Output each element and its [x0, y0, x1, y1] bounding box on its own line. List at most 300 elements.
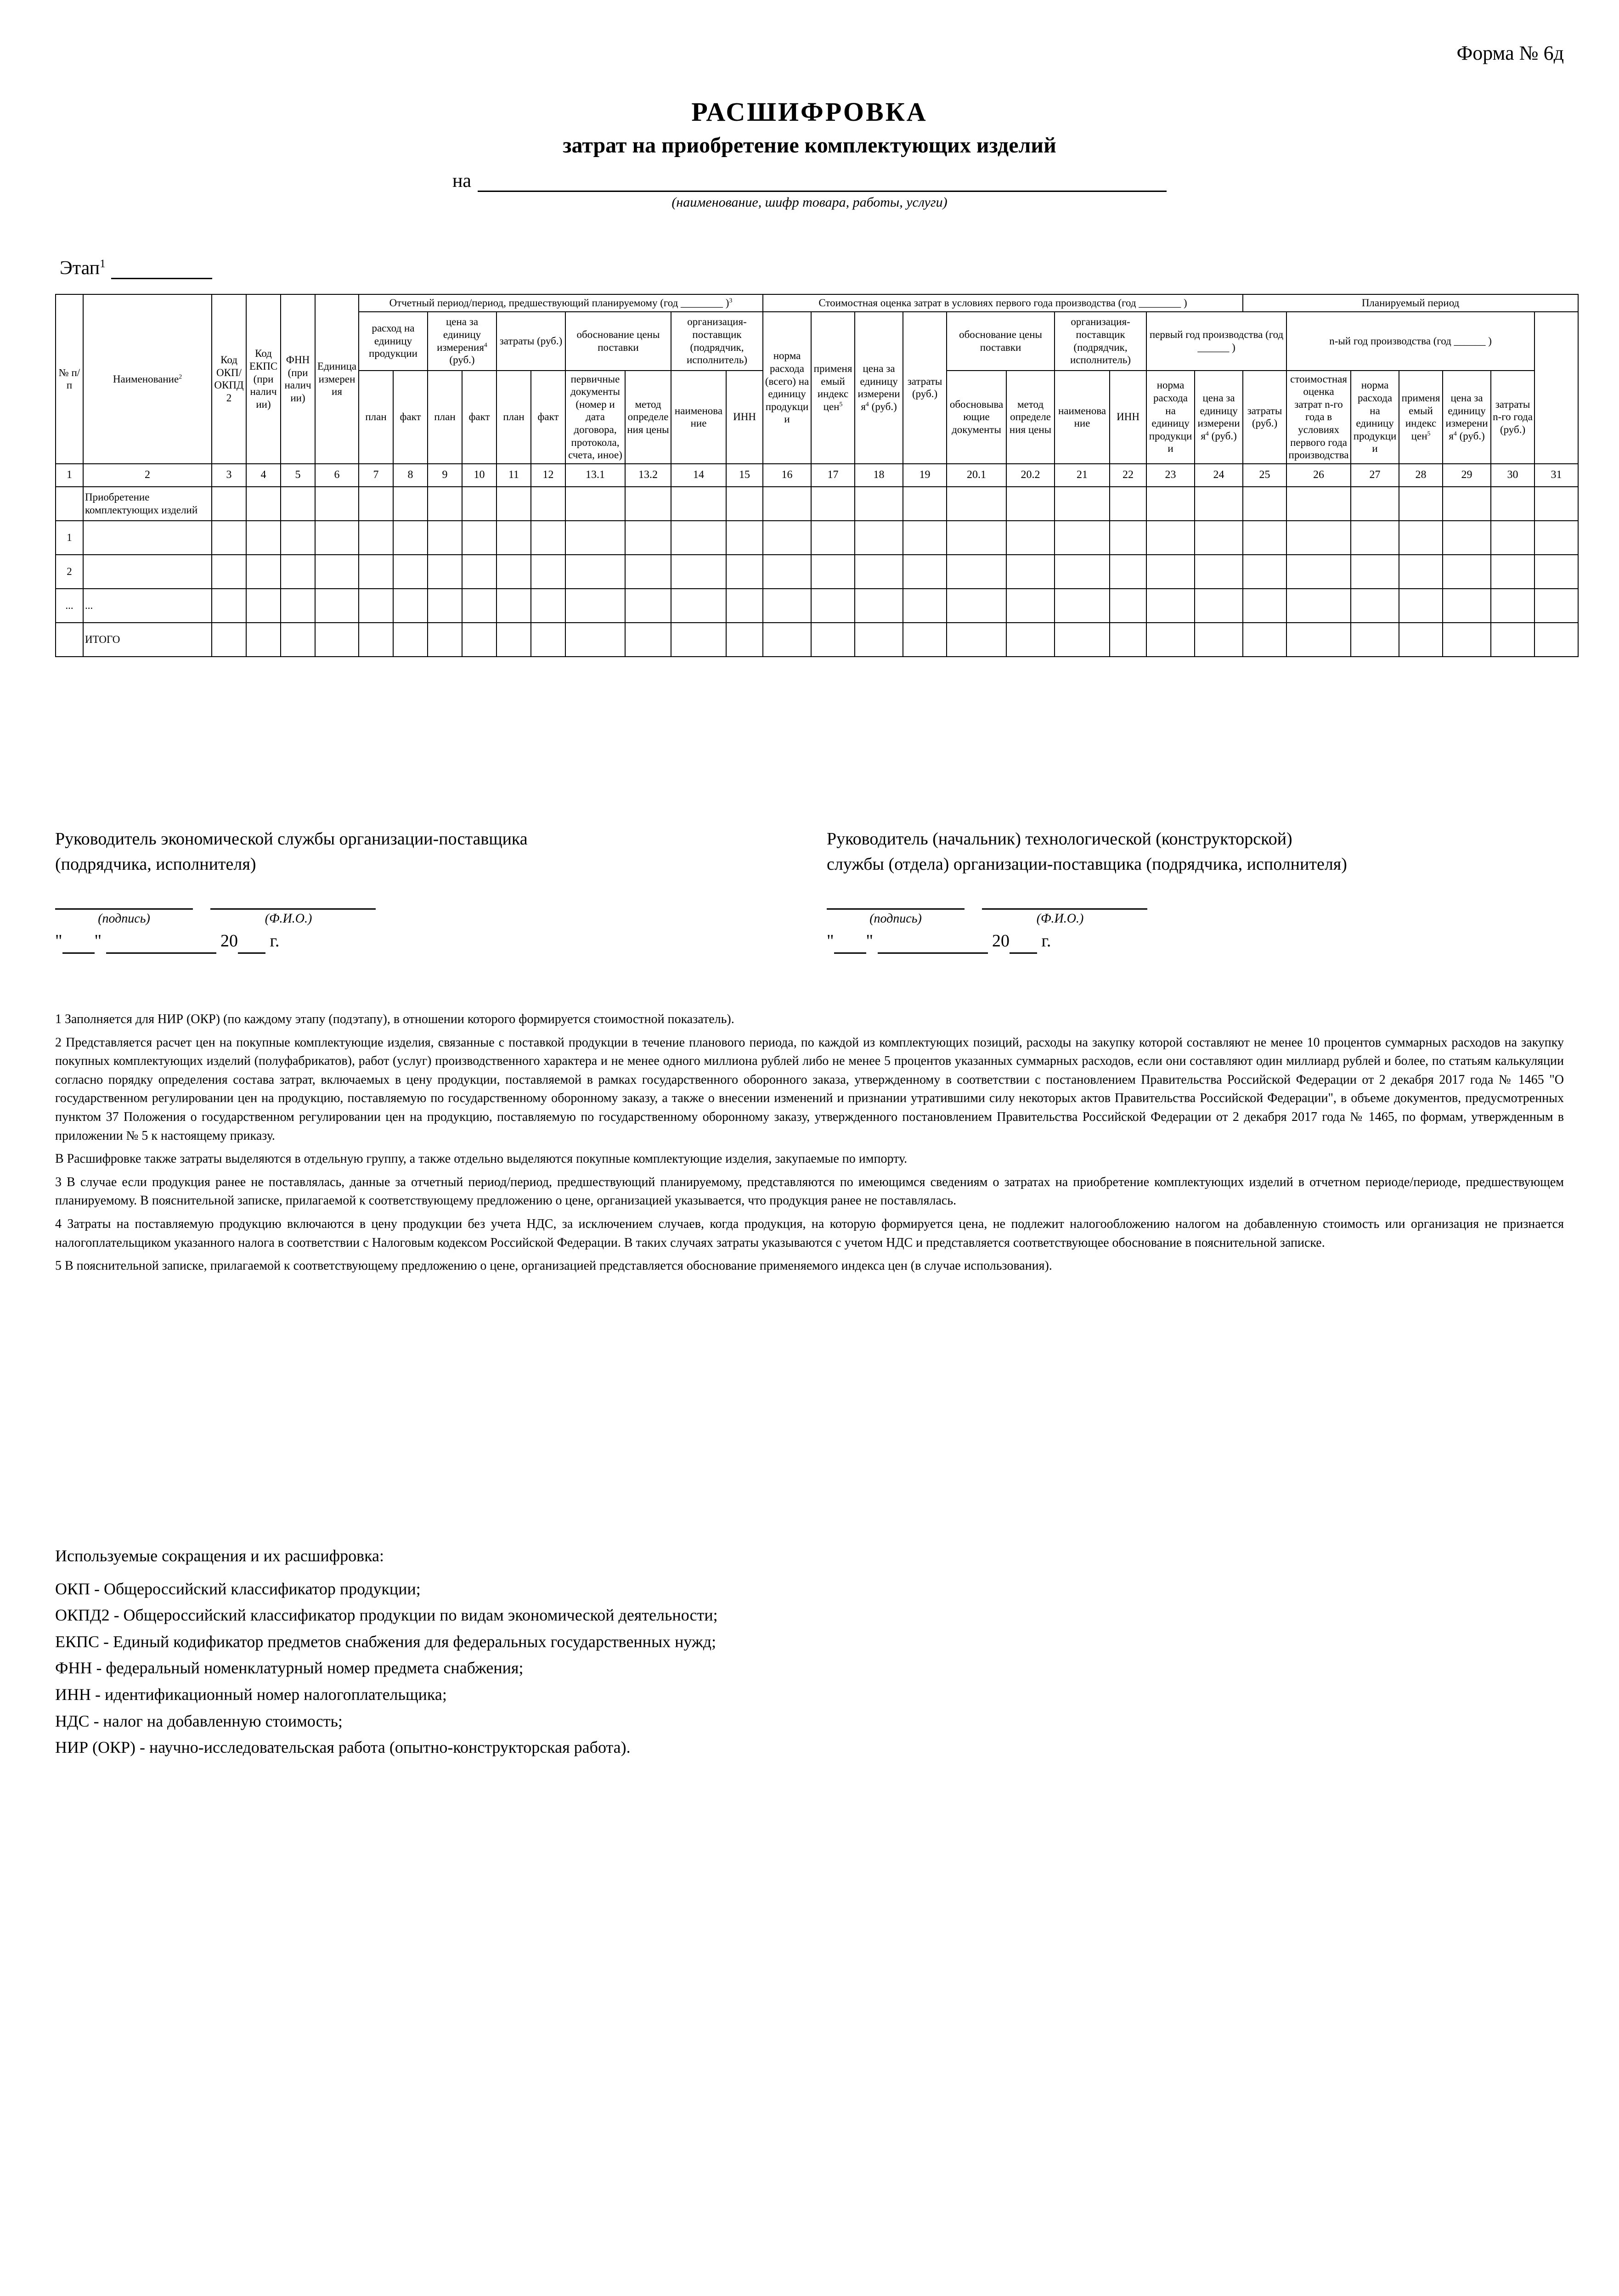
costs-table [55, 294, 1579, 657]
stage-label: Этап [60, 258, 100, 279]
table-cell[interactable] [531, 623, 565, 657]
table-cell[interactable] [1534, 521, 1578, 555]
col-name-header: Наименование$^2$ [83, 294, 212, 464]
column-number: 4 [246, 464, 281, 487]
column-number: 27 [1351, 464, 1399, 487]
sig-right-title-1: Руководитель (начальник) технологической (конструкторской) [827, 829, 1292, 849]
sub-norm-header: расход на единицу продукции [359, 312, 428, 371]
table-cell[interactable] [1146, 487, 1195, 521]
table-cell[interactable] [1195, 623, 1243, 657]
sig-right-podpis-caption: (подпись) [869, 912, 922, 926]
table-cell[interactable] [359, 521, 393, 555]
table-cell[interactable] [625, 487, 671, 521]
table-cell[interactable] [246, 521, 281, 555]
table-cell[interactable] [1491, 589, 1534, 623]
table-cell[interactable] [359, 555, 393, 589]
table-cell[interactable] [359, 589, 393, 623]
table-cell[interactable] [246, 487, 281, 521]
table-cell[interactable] [811, 521, 855, 555]
footnote: 2 Представляется расчет цен на покупные комплектующие изделия, связанные с поставкой продукции в течение планового периода, по каждой из комплектующих позиций, расходы на закупку которой составляют не менее 10 процентов суммарных расходов на закупку покупных комплектующих изделий (полуфабрикатов), работ (услуг) производственного характера и не менее одного миллиона рублей либо не менее 5 процентов указанных суммарных расходов, если они составляют один миллиард рублей и более, по статьям калькуляции согласно порядку определения состава затрат, включаемых в цену продукции, поставляемой в рамках государственного оборонного заказа, утвержденному в соответствии с постановлением Правительства Российской Федерации от 2 декабря 2017 года № 1465 "О государственном регулировании цен на продукцию, поставляемую по государственному оборонному заказу, а также о внесении изменений и признании утратившими силу некоторых актов Правительства Российской Федерации", в объеме документов, предусмотренных пунктом 37 Положения о государственном регулировании цен на продукцию, поставляемую по государственному оборонному заказу, утвержденного постановлением Правительства Российской Федерации от 2 декабря 2017 года № 1465, по формам, утвержденным в приложении № 5 к настоящему приказу. [55, 1035, 1564, 1143]
table-cell[interactable] [855, 589, 903, 623]
table-cell[interactable] [462, 589, 496, 623]
table-cell[interactable] [281, 555, 315, 589]
column-number: 25 [1243, 464, 1286, 487]
table-cell[interactable] [811, 555, 855, 589]
table-cell[interactable] [1351, 521, 1399, 555]
table-cell[interactable] [625, 521, 671, 555]
table-cell[interactable] [428, 623, 462, 657]
table-cell[interactable] [671, 623, 726, 657]
table-cell[interactable] [1351, 555, 1399, 589]
row-name-cell[interactable]: Приобретение комплектующих изделий [83, 487, 212, 521]
table-cell[interactable] [1110, 555, 1146, 589]
table-cell[interactable] [359, 487, 393, 521]
table-cell[interactable] [726, 589, 763, 623]
column-number: 15 [726, 464, 763, 487]
column-number: 20.1 [947, 464, 1006, 487]
signature-technical [827, 827, 1347, 954]
table-cell[interactable] [1110, 589, 1146, 623]
column-number: 3 [212, 464, 246, 487]
ny-norm-header: норма расхода на единицу продукции [1351, 371, 1399, 464]
row-number-cell[interactable] [56, 487, 83, 521]
norm-plan-header: план [359, 371, 393, 464]
basis-header-2: обоснование цены поставки [947, 312, 1055, 371]
table-cell[interactable] [496, 555, 531, 589]
table-cell[interactable] [1286, 555, 1351, 589]
column-number: 12 [531, 464, 565, 487]
table-cell[interactable] [565, 487, 625, 521]
column-number: 31 [1534, 464, 1578, 487]
supplier-header-2: организация-поставщик (подрядчик, исполнитель) [1055, 312, 1146, 371]
table-cell[interactable] [855, 555, 903, 589]
col-fnn-header: ФНН (при наличии) [281, 294, 315, 464]
first-year-header: первый год производства (год ______ ) [1146, 312, 1286, 371]
table-cell[interactable] [1443, 589, 1491, 623]
table-cell[interactable] [1534, 555, 1578, 589]
table-cell[interactable] [947, 555, 1006, 589]
table-cell[interactable] [246, 589, 281, 623]
table-cell[interactable] [1243, 623, 1286, 657]
table-cell[interactable] [531, 487, 565, 521]
table-cell[interactable] [565, 589, 625, 623]
footnotes [55, 1010, 1564, 1280]
col-unit-header: Единица измерения [315, 294, 359, 464]
table-cell[interactable] [947, 589, 1006, 623]
table-cell[interactable] [671, 487, 726, 521]
footnote: 4 Затраты на поставляемую продукцию включаются в цену продукции без учета НДС, за исключением случаев, когда продукция, на которую формируется цена, не подлежит налогообложению налогом на добавленную стоимость или организация не признается налогоплательщиком указанного налога в соответствии с Налоговым кодексом Российской Федерации. В таких случаях затраты указываются с учетом НДС и представляется соответствующее обоснование в пояснительной записке. [55, 1216, 1564, 1250]
stage-line [60, 257, 212, 279]
table-cell[interactable] [1351, 487, 1399, 521]
abbreviation-item: ИНН - идентификационный номер налогоплательщика; [55, 1685, 447, 1704]
table-cell[interactable] [1006, 623, 1055, 657]
sig-left-name-field[interactable] [210, 892, 376, 910]
table-cell[interactable] [462, 623, 496, 657]
table-cell[interactable] [1351, 623, 1399, 657]
sig-left-date: " " 20 г. [55, 929, 528, 954]
table-cell[interactable] [428, 521, 462, 555]
table-cell[interactable] [1491, 487, 1534, 521]
table-cell[interactable] [763, 555, 811, 589]
table-cell[interactable] [246, 555, 281, 589]
form-number: Форма № 6д [1456, 42, 1564, 64]
table-cell[interactable] [855, 487, 903, 521]
primary-docs-header: первичные документы (номер и дата договора, протокола, счета, иное) [565, 371, 625, 464]
price-method-header-2: метод определения цены [1006, 371, 1055, 464]
document-title: РАСШИФРОВКА [691, 97, 928, 127]
sig-right-month-field[interactable] [878, 936, 988, 954]
col-okp-header: Код ОКП/ОКПД2 [212, 294, 246, 464]
column-number: 23 [1146, 464, 1195, 487]
price-unit-header: цена за единицу измерения$^4$ (руб.) [855, 312, 903, 464]
table-cell[interactable] [1055, 487, 1110, 521]
row-number-cell[interactable]: 2 [56, 555, 83, 589]
table-cell[interactable] [671, 589, 726, 623]
table-cell[interactable] [1243, 589, 1286, 623]
table-cell[interactable] [625, 555, 671, 589]
table-cell[interactable] [1399, 487, 1443, 521]
abbreviations-list [55, 1576, 1564, 1761]
row-number-cell[interactable]: 1 [56, 521, 83, 555]
table-cell[interactable] [625, 623, 671, 657]
table-body [56, 464, 1578, 657]
abbreviation-item: ФНН - федеральный номенклатурный номер предмета снабжения; [55, 1659, 524, 1677]
table-cell[interactable] [496, 487, 531, 521]
price-plan-header: план [428, 371, 462, 464]
sig-left-year-field[interactable] [238, 936, 265, 954]
table-cell[interactable] [281, 521, 315, 555]
sub-price-header: цена за единицу измерения$^4$ (руб.) [428, 312, 496, 371]
table-cell[interactable] [1491, 623, 1534, 657]
table-cell[interactable] [1351, 589, 1399, 623]
table-cell[interactable] [1006, 487, 1055, 521]
table-cell[interactable] [531, 589, 565, 623]
column-number: 14 [671, 464, 726, 487]
table-cell[interactable] [855, 623, 903, 657]
abbreviation-item: НИР (ОКР) - научно-исследовательская работа (опытно-конструкторская работа). [55, 1738, 631, 1757]
table-cell[interactable] [1146, 521, 1195, 555]
table-cell[interactable] [1110, 623, 1146, 657]
table-cell[interactable] [315, 623, 359, 657]
table-cell[interactable] [428, 487, 462, 521]
sig-right-fio-caption: (Ф.И.О.) [1036, 912, 1084, 926]
column-number: 17 [811, 464, 855, 487]
sub-basis-header: обоснование цены поставки [565, 312, 671, 371]
column-number: 2 [83, 464, 212, 487]
table-cell[interactable] [1399, 623, 1443, 657]
subject-blank[interactable] [478, 172, 1167, 192]
table-cell[interactable] [428, 589, 462, 623]
sig-right-signature-field[interactable] [827, 892, 965, 910]
row-name-cell[interactable]: ... [83, 589, 212, 623]
table-cell[interactable] [359, 623, 393, 657]
table-cell[interactable] [726, 487, 763, 521]
column-number: 11 [496, 464, 531, 487]
subject-line [0, 170, 1619, 192]
table-cell[interactable] [903, 623, 947, 657]
column-number: 21 [1055, 464, 1110, 487]
table-cell[interactable] [1491, 521, 1534, 555]
column-number: 20.2 [1006, 464, 1055, 487]
table-cell[interactable] [1110, 487, 1146, 521]
table-row [56, 487, 1578, 521]
table-cell[interactable] [281, 623, 315, 657]
table-cell[interactable] [855, 521, 903, 555]
sig-left-month-field[interactable] [106, 936, 216, 954]
table-cell[interactable] [1534, 589, 1578, 623]
table-cell[interactable] [315, 521, 359, 555]
table-cell[interactable] [1399, 521, 1443, 555]
abbreviations-heading: Используемые сокращения и их расшифровка: [55, 1547, 384, 1565]
signature-economic [55, 827, 528, 954]
column-number: 1 [56, 464, 83, 487]
sig-left-signature-field[interactable] [55, 892, 193, 910]
table-cell[interactable] [1243, 521, 1286, 555]
ny-costs-header: затраты n-го года (руб.) [1491, 371, 1534, 464]
table-cell[interactable] [671, 521, 726, 555]
table-cell[interactable] [1443, 623, 1491, 657]
ny-index-header: применяемый индекс цен$^5$ [1399, 371, 1443, 464]
footnote: В Расшифровке также затраты выделяются в отдельную группу, а также отдельно выделяются покупные комплектующие изделия, закупаемые по импорту. [55, 1152, 908, 1166]
sig-right-date: " " 20 г. [827, 929, 1347, 954]
norm-fact-header: факт [393, 371, 428, 464]
abbreviations [55, 1543, 1564, 1761]
sig-right-name-field[interactable] [982, 892, 1147, 910]
row-number-cell[interactable]: ... [56, 589, 83, 623]
table-cell[interactable] [947, 487, 1006, 521]
table-cell[interactable] [496, 589, 531, 623]
table-cell[interactable] [315, 555, 359, 589]
table-cell[interactable] [393, 623, 428, 657]
column-number: 24 [1195, 464, 1243, 487]
table-cell[interactable] [811, 487, 855, 521]
sig-left-fio-caption: (Ф.И.О.) [265, 912, 312, 926]
n-year-header: n-ый год производства (год ______ ) [1286, 312, 1534, 371]
table-cell[interactable] [393, 487, 428, 521]
inn-header: ИНН [726, 371, 763, 464]
table-cell[interactable] [496, 521, 531, 555]
footnote: 3 В случае если продукция ранее не поставлялась, данные за отчетный период/период, предшествующий планируемому, представляются по имеющимся сведениям о затратах на приобретение комплектующих изделий в отчетном периоде/периоде, предшествующем планируемому. В пояснительной записке, прилагаемой к соответствующему предложению о цене, организацией указывается, что продукция ранее не поставлялась. [55, 1175, 1564, 1208]
footnote: 5 В пояснительной записке, прилагаемой к соответствующему предложению о цене, организацией представляется обоснование применяемого индекса цен (в случае использования). [55, 1259, 1052, 1273]
table-cell[interactable] [1443, 521, 1491, 555]
table-cell[interactable] [1286, 589, 1351, 623]
table-cell[interactable] [1055, 589, 1110, 623]
inn-header-2: ИНН [1110, 371, 1146, 464]
abbreviation-item: НДС - налог на добавленную стоимость; [55, 1711, 343, 1730]
costs-plan-header: план [496, 371, 531, 464]
table-cell[interactable] [903, 487, 947, 521]
table-cell[interactable] [393, 521, 428, 555]
document-subtitle: затрат на приобретение комплектующих изделий [563, 133, 1056, 158]
sub-costs-header: затраты (руб.) [496, 312, 565, 371]
table-cell[interactable] [315, 589, 359, 623]
column-number: 29 [1443, 464, 1491, 487]
table-cell[interactable] [1006, 521, 1055, 555]
table-cell[interactable] [393, 589, 428, 623]
table-cell[interactable] [625, 589, 671, 623]
table-cell[interactable] [811, 589, 855, 623]
column-number: 28 [1399, 464, 1443, 487]
fy-norm-header: норма расхода на единицу продукции [1146, 371, 1195, 464]
table-row [56, 589, 1578, 623]
table-cell[interactable] [1399, 555, 1443, 589]
table-cell[interactable] [1055, 521, 1110, 555]
price-method-header: метод определения цены [625, 371, 671, 464]
table-cell[interactable] [1399, 589, 1443, 623]
sub-supplier-header: организация-поставщик (подрядчик, исполнитель) [671, 312, 763, 371]
table-cell[interactable] [1195, 521, 1243, 555]
table-cell[interactable] [1443, 555, 1491, 589]
abbreviation-item: ЕКПС - Единый кодификатор предметов снабжения для федеральных государственных нужд; [55, 1632, 716, 1651]
row-name-cell[interactable]: ИТОГО [83, 623, 212, 657]
abbreviation-item: ОКПД2 - Общероссийский классификатор продукции по видам экономической деятельности; [55, 1606, 718, 1625]
table-cell[interactable] [726, 521, 763, 555]
fy-costs-header: затраты (руб.) [1243, 371, 1286, 464]
table-row [56, 521, 1578, 555]
sig-right-day-field[interactable] [834, 936, 866, 954]
table-cell[interactable] [212, 555, 246, 589]
table-cell[interactable] [1534, 623, 1578, 657]
table-row [56, 623, 1578, 657]
table-cell[interactable] [811, 623, 855, 657]
column-number: 19 [903, 464, 947, 487]
table-cell[interactable] [1006, 589, 1055, 623]
ny-cost-est-header: стоимостная оценка затрат n-го года в условиях первого года производства [1286, 371, 1351, 464]
stage-blank[interactable] [111, 261, 212, 279]
table-cell[interactable] [1491, 555, 1534, 589]
row-name-cell[interactable] [83, 521, 212, 555]
column-number: 13.2 [625, 464, 671, 487]
column-number: 30 [1491, 464, 1534, 487]
basis-docs-header: обосновывающие документы [947, 371, 1006, 464]
table-cell[interactable] [1146, 555, 1195, 589]
table-cell[interactable] [531, 555, 565, 589]
ny-price-header: цена за единицу измерения$^4$ (руб.) [1443, 371, 1491, 464]
table-cell[interactable] [726, 623, 763, 657]
table-cell[interactable] [1195, 555, 1243, 589]
table-cell[interactable] [947, 521, 1006, 555]
sig-left-title-1: Руководитель экономической службы организации-поставщика [55, 829, 528, 849]
table-cell[interactable] [1006, 555, 1055, 589]
table-cell[interactable] [1055, 555, 1110, 589]
column-number: 10 [462, 464, 496, 487]
table-cell[interactable] [903, 555, 947, 589]
table-cell[interactable] [1534, 487, 1578, 521]
table-cell[interactable] [565, 521, 625, 555]
table-cell[interactable] [496, 623, 531, 657]
table-cell[interactable] [1286, 521, 1351, 555]
table-cell[interactable] [462, 487, 496, 521]
title-block [0, 96, 1619, 210]
table-cell[interactable] [726, 555, 763, 589]
footnote: 1 Заполняется для НИР (ОКР) (по каждому этапу (подэтапу), в отношении которого формируется стоимостной показатель). [55, 1012, 734, 1026]
sig-left-podpis-caption: (подпись) [98, 912, 150, 926]
table-cell[interactable] [763, 521, 811, 555]
column-number: 22 [1110, 464, 1146, 487]
table-cell[interactable] [462, 521, 496, 555]
table-cell[interactable] [1195, 589, 1243, 623]
table-cell[interactable] [315, 487, 359, 521]
column-number: 8 [393, 464, 428, 487]
sig-right-title-2: службы (отдела) организации-поставщика (подрядчика, исполнителя) [827, 855, 1347, 874]
table-cell[interactable] [763, 487, 811, 521]
supplier-name-header: наименование [671, 371, 726, 464]
table-cell[interactable] [1195, 487, 1243, 521]
row-name-cell[interactable] [83, 555, 212, 589]
header-row-1 [56, 294, 1578, 312]
costs-header: затраты (руб.) [903, 312, 947, 464]
column-number: 13.1 [565, 464, 625, 487]
table-cell[interactable] [212, 487, 246, 521]
table-cell[interactable] [903, 589, 947, 623]
column-number: 6 [315, 464, 359, 487]
table-cell[interactable] [212, 521, 246, 555]
column-numbers-row [56, 464, 1578, 487]
table-cell[interactable] [671, 555, 726, 589]
table-cell[interactable] [1110, 521, 1146, 555]
table-cell[interactable] [1243, 555, 1286, 589]
table-cell[interactable] [763, 623, 811, 657]
fy-price-header: цена за единицу измерения$^4$ (руб.) [1195, 371, 1243, 464]
column-number: 18 [855, 464, 903, 487]
sig-left-title-2: (подрядчика, исполнителя) [55, 855, 256, 874]
index-header: применяемый индекс цен$^5$ [811, 312, 855, 464]
table-cell[interactable] [462, 555, 496, 589]
column-number: 9 [428, 464, 462, 487]
table-cell[interactable] [947, 623, 1006, 657]
sig-left-day-field[interactable] [62, 936, 95, 954]
supplier-name-header-2: наименование [1055, 371, 1110, 464]
col-no-header: № п/п [56, 294, 83, 464]
abbreviation-item: ОКП - Общероссийский классификатор продукции; [55, 1579, 421, 1598]
subject-hint: (наименование, шифр товара, работы, услуги) [671, 195, 948, 210]
table-cell[interactable] [763, 589, 811, 623]
on-label: на [452, 170, 472, 191]
column-number: 7 [359, 464, 393, 487]
table-cell[interactable] [1243, 487, 1286, 521]
table-cell[interactable] [428, 555, 462, 589]
column-number: 26 [1286, 464, 1351, 487]
table-cell[interactable] [565, 555, 625, 589]
table-cell[interactable] [1286, 623, 1351, 657]
table-cell[interactable] [281, 589, 315, 623]
table-cell[interactable] [246, 623, 281, 657]
group-cost-est-header: Стоимостная оценка затрат в условиях первого года производства (год ________ ) [763, 294, 1243, 312]
table-cell[interactable] [1146, 589, 1195, 623]
table-cell[interactable] [903, 521, 947, 555]
table-cell[interactable] [212, 589, 246, 623]
column-number: 16 [763, 464, 811, 487]
norm-rashoda-header: норма расхода (всего) на единицу продукции [763, 312, 811, 464]
table-cell[interactable] [212, 623, 246, 657]
sig-right-year-field[interactable] [1010, 936, 1037, 954]
table-cell[interactable] [1443, 487, 1491, 521]
costs-fact-header: факт [531, 371, 565, 464]
stage-footnote-ref: 1 [100, 258, 106, 270]
table-cell[interactable] [1286, 487, 1351, 521]
table-cell[interactable] [393, 555, 428, 589]
table-cell[interactable] [1146, 623, 1195, 657]
table-cell[interactable] [531, 521, 565, 555]
table-cell[interactable] [281, 487, 315, 521]
column-number: 5 [281, 464, 315, 487]
row-number-cell[interactable] [56, 623, 83, 657]
table-cell[interactable] [1055, 623, 1110, 657]
table-cell[interactable] [565, 623, 625, 657]
group-report-header: Отчетный период/период, предшествующий планируемому (год ________ )$^3$ [359, 294, 763, 312]
col-ektc-header: Код ЕКПС (при наличии) [246, 294, 281, 464]
table-row [56, 555, 1578, 589]
